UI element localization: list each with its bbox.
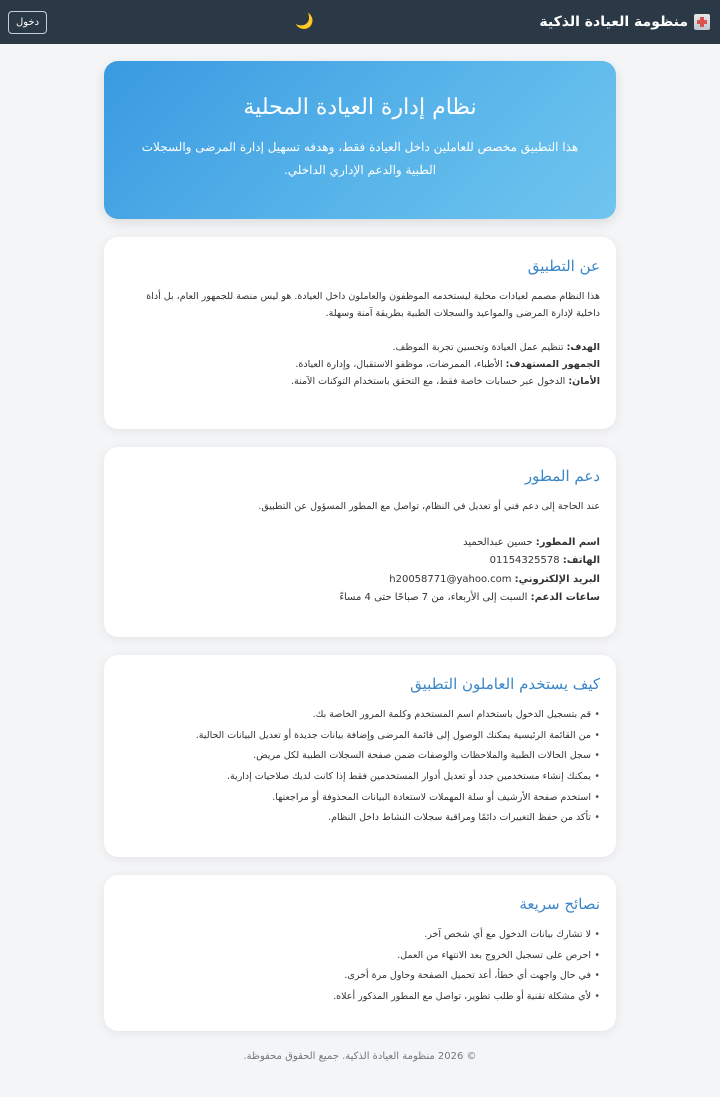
list-item: • قم بتسجيل الدخول باستخدام اسم المستخدم وكلمة المرور الخاصة بك.	[120, 707, 600, 724]
brand[interactable]	[539, 14, 710, 30]
hero-title: نظام إدارة العيادة المحلية	[243, 95, 477, 120]
about-goal: الهدف: تنظيم عمل العيادة وتحسين تجربة الموظف.	[392, 342, 600, 354]
developer-hours: ساعات الدعم: السبت إلى الأربعاء، من 7 صباحًا حتى 4 مساءً	[339, 592, 600, 604]
list-item: • سجل الحالات الطبية والملاحظات والوصفات ضمن صفحة السجلات الطبية لكل مريض.	[120, 748, 600, 765]
page-footer: © 2026 منظومة العيادة الذكية. جميع الحقوق محفوظة.	[243, 1051, 477, 1062]
developer-support-card	[104, 447, 616, 637]
tips-title: نصائح سريعة	[519, 895, 600, 913]
quick-tips-card	[104, 875, 616, 1031]
brand-title: منظومة العيادة الذكية	[539, 14, 688, 30]
how-to-use-card	[104, 655, 616, 857]
howto-list	[120, 707, 600, 827]
developer-contact	[120, 534, 600, 608]
list-item: • من القائمة الرئيسية يمكنك الوصول إلى قائمة المرضى وإضافة بيانات جديدة أو تعديل البيانات الحالية.	[120, 728, 600, 745]
developer-phone[interactable]: الهاتف: 01154325578	[489, 555, 600, 567]
hospital-icon	[694, 14, 710, 30]
hero-subtitle: هذا التطبيق مخصص للعاملين داخل العيادة فقط، وهدفه تسهيل إدارة المرضى والسجلات الطبية والدعم الإداري الداخلي.	[141, 140, 579, 177]
list-item: • لأي مشكلة تقنية أو طلب تطوير، تواصل مع المطور المذكور أعلاه.	[120, 989, 600, 1006]
about-security: الأمان: الدخول عبر حسابات خاصة فقط، مع التحقق باستخدام التوكنات الآمنة.	[290, 375, 600, 387]
tips-list	[120, 927, 600, 1006]
top-navbar	[0, 0, 720, 44]
about-details	[120, 340, 600, 390]
list-item: • تأكد من حفظ التغييرات دائمًا ومراقبة سجلات النشاط داخل النظام.	[120, 810, 600, 827]
about-audience: الجمهور المستهدف: الأطباء، الممرضات، موظفو الاستقبال، وإدارة العيادة.	[295, 358, 600, 370]
about-description: هذا النظام مصمم لعيادات محلية ليستخدمه الموظفون والعاملون داخل العيادة. هو ليس منصة للجمهور العام، بل أداة داخلية لإدارة المرضى والمواعيد والسجلات الطبية بطريقة آمنة وسهلة.	[146, 291, 600, 319]
hero-banner	[104, 61, 616, 219]
developer-name: اسم المطور: حسين عبدالحميد	[463, 536, 600, 548]
list-item: • يمكنك إنشاء مستخدمين جدد أو تعديل أدوار المستخدمين فقط إذا كانت لديك صلاحيات إدارية.	[120, 769, 600, 786]
developer-email[interactable]: البريد الإلكتروني: h20058771@yahoo.com	[389, 573, 600, 585]
login-button[interactable]: دخول	[8, 11, 47, 34]
developer-title: دعم المطور	[524, 467, 600, 485]
howto-title: كيف يستخدم العاملون التطبيق	[410, 675, 600, 693]
list-item: • احرص على تسجيل الخروج بعد الانتهاء من العمل.	[120, 948, 600, 965]
list-item: • استخدم صفحة الأرشيف أو سلة المهملات لاستعادة البيانات المحذوفة أو مراجعتها.	[120, 790, 600, 807]
about-title: عن التطبيق	[527, 257, 600, 275]
main-content	[104, 61, 616, 1062]
about-card	[104, 237, 616, 429]
developer-intro: عند الحاجة إلى دعم فني أو تعديل في النظام، تواصل مع المطور المسؤول عن التطبيق.	[258, 501, 600, 512]
list-item: • لا تشارك بيانات الدخول مع أي شخص آخر.	[120, 927, 600, 944]
moon-icon[interactable]: 🌙	[295, 12, 314, 30]
list-item: • في حال واجهت أي خطأ، أعد تحميل الصفحة وحاول مرة أخرى.	[120, 968, 600, 985]
